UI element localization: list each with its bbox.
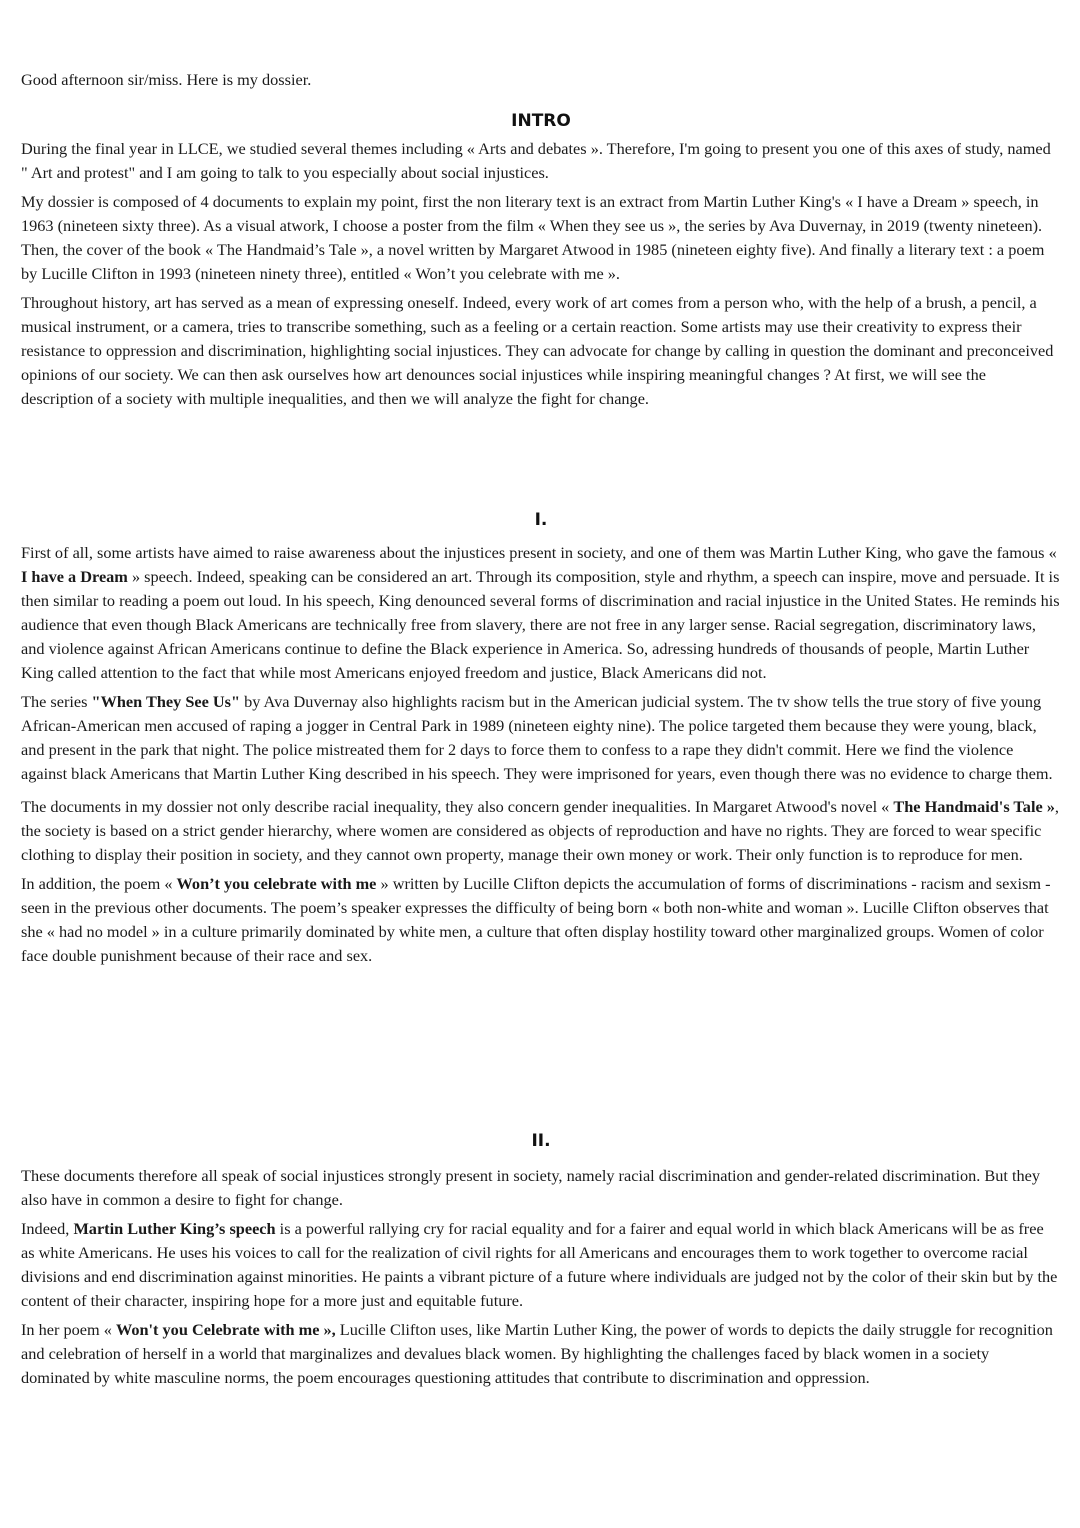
bold-title-run: "When They See Us": [91, 692, 241, 711]
part-one-paragraph-3: [21, 795, 1061, 867]
part-two-paragraph-2: [21, 1217, 1061, 1313]
bold-title-run: I have a Dream: [21, 567, 128, 586]
text-run: In her poem «: [21, 1320, 116, 1339]
part-two-paragraph-1: These documents therefore all speak of social injustices strongly present in society, namely racial discrimination and gender-related discrimination. But they also have in common a desire to fight for change.: [21, 1166, 1041, 1209]
bold-title-run: Martin Luther King’s speech: [73, 1219, 276, 1238]
bold-title-run: Won’t you celebrate with me: [176, 874, 377, 893]
bold-title-run: The Handmaid's Tale »: [893, 797, 1055, 816]
text-run: » written by Lucille Clifton depicts the accumulation of forms of discriminations - racism and sexism - seen in the previous other documents. The poem’s speaker expresses the difficulty of being born « both non-white and woman ». Lucille Clifton observes that she « had no model » in a culture primarily dominated by white men, a culture that often display hostility toward other marginalized groups. Women of color face double punishment because of their race and sex.: [21, 874, 1051, 965]
part-one-paragraph-1: [21, 541, 1061, 685]
part-two-heading: II.: [531, 1131, 551, 1151]
text-run: is a powerful rallying cry for racial equality and for a fairer and equal world in which black Americans will be as free as white Americans. He uses his voices to call for the realization of civil rights for all Americans and encourages them to work together to overcome racial divisions and end discrimination against minorities. He paints a vibrant picture of a future where individuals are judged not by the color of their skin but by the content of their character, inspiring hope for a more just and equitable future.: [21, 1219, 1058, 1310]
intro-paragraph-3: Throughout history, art has served as a mean of expressing oneself. Indeed, every work of art comes from a person who, with the help of a brush, a pencil, a musical instrument, or a camera, tries to transcribe something, such as a feeling or a certain reaction. Some artists may use their creativity to express their resistance to oppression and discrimination, highlighting social injustices. They can advocate for change by calling in question the dominant and preconceived opinions of our society. We can then ask ourselves how art denounces social injustices while inspiring meaningful changes ? At first, we will see the description of a society with multiple inequalities, and then we will analyze the fight for change.: [21, 293, 1054, 408]
part-two-section: [21, 1164, 1061, 1395]
intro-paragraph-2: My dossier is composed of 4 documents to explain my point, first the non literary text is an extract from Martin Luther King's « I have a Dream » speech, in 1963 (nineteen sixty three). As a visual atwork, I choose a poster from the film « When they see us », the series by Ava Duvernay, in 2019 (twenty nineteen). Then, the cover of the book « The Handmaid’s Tale », a novel written by Margaret Atwood in 1985 (nineteen eighty five). And finally a literary text : a poem by Lucille Clifton in 1993 (nineteen ninety three), entitled « Won’t you celebrate with me ».: [21, 192, 1045, 283]
greeting-line: Good afternoon sir/miss. Here is my dossier.: [21, 70, 312, 89]
text-run: Indeed,: [21, 1219, 74, 1238]
intro-paragraph-1: During the final year in LLCE, we studied several themes including « Arts and debates ». Therefore, I'm going to present you one of this axes of study, named " Art and protest" and I am going to talk to you especially about social injustices.: [21, 139, 1051, 182]
part-one-paragraph-2: [21, 690, 1061, 786]
part-one-heading: I.: [534, 510, 548, 530]
text-run: , the society is based on a strict gender hierarchy, where women are considered as objects of reproduction and have no rights. They are forced to wear specific clothing to display their position in society, and they cannot own property, manage their own money or work. Their only function is to reproduce for men.: [21, 797, 1059, 864]
text-run: » speech. Indeed, speaking can be considered an art. Through its composition, style and rhythm, a speech can inspire, move and persuade. It is then similar to reading a poem out loud. In his speech, King denounced several forms of discrimination and racial injustice in the United States. He reminds his audience that even though Black Americans are technically free from slavery, there are not free in any larger sense. Racial segregation, discriminatory laws, and violence against African Americans continue to define the Black experience in America. So, adressing hundreds of thousands of people, Martin Luther King called attention to the fact that while most Americans enjoyed freedom and justice, Black Americans did not.: [21, 567, 1060, 682]
part-two-paragraph-3: [21, 1318, 1061, 1390]
text-run: by Ava Duvernay also highlights racism but in the American judicial system. The tv show tells the true story of five young African-American men accused of raping a jogger in Central Park in 1989 (nineteen eighty nine). The police targeted them because they were young, black, and present in the park that night. The police mistreated them for 2 days to force them to confess to a rape they didn't commit. Here we find the violence against black Americans that Martin Luther King described in his speech. They were imprisoned for years, even though there was no evidence to charge them.: [21, 692, 1053, 783]
part-one-section: [21, 541, 1061, 973]
text-run: First of all, some artists have aimed to raise awareness about the injustices present in society, and one of them was Martin Luther King, who gave the famous «: [21, 543, 1057, 562]
text-run: Lucille Clifton uses, like Martin Luther King, the power of words to depicts the daily struggle for recognition and celebration of herself in a world that marginalizes and devalues black women. By highlighting the challenges faced by black women in a society dominated by white masculine norms, the poem encourages questioning attitudes that contribute to discrimination and oppression.: [21, 1320, 1053, 1387]
intro-heading: INTRO: [511, 111, 571, 131]
text-run: The series: [21, 692, 92, 711]
bold-title-run: Won't you Celebrate with me »,: [115, 1320, 336, 1339]
text-run: In addition, the poem «: [21, 874, 177, 893]
part-one-paragraph-4: [21, 872, 1061, 968]
text-run: The documents in my dossier not only describe racial inequality, they also concern gender inequalities. In Margaret Atwood's novel «: [21, 797, 894, 816]
intro-section: [21, 137, 1061, 416]
